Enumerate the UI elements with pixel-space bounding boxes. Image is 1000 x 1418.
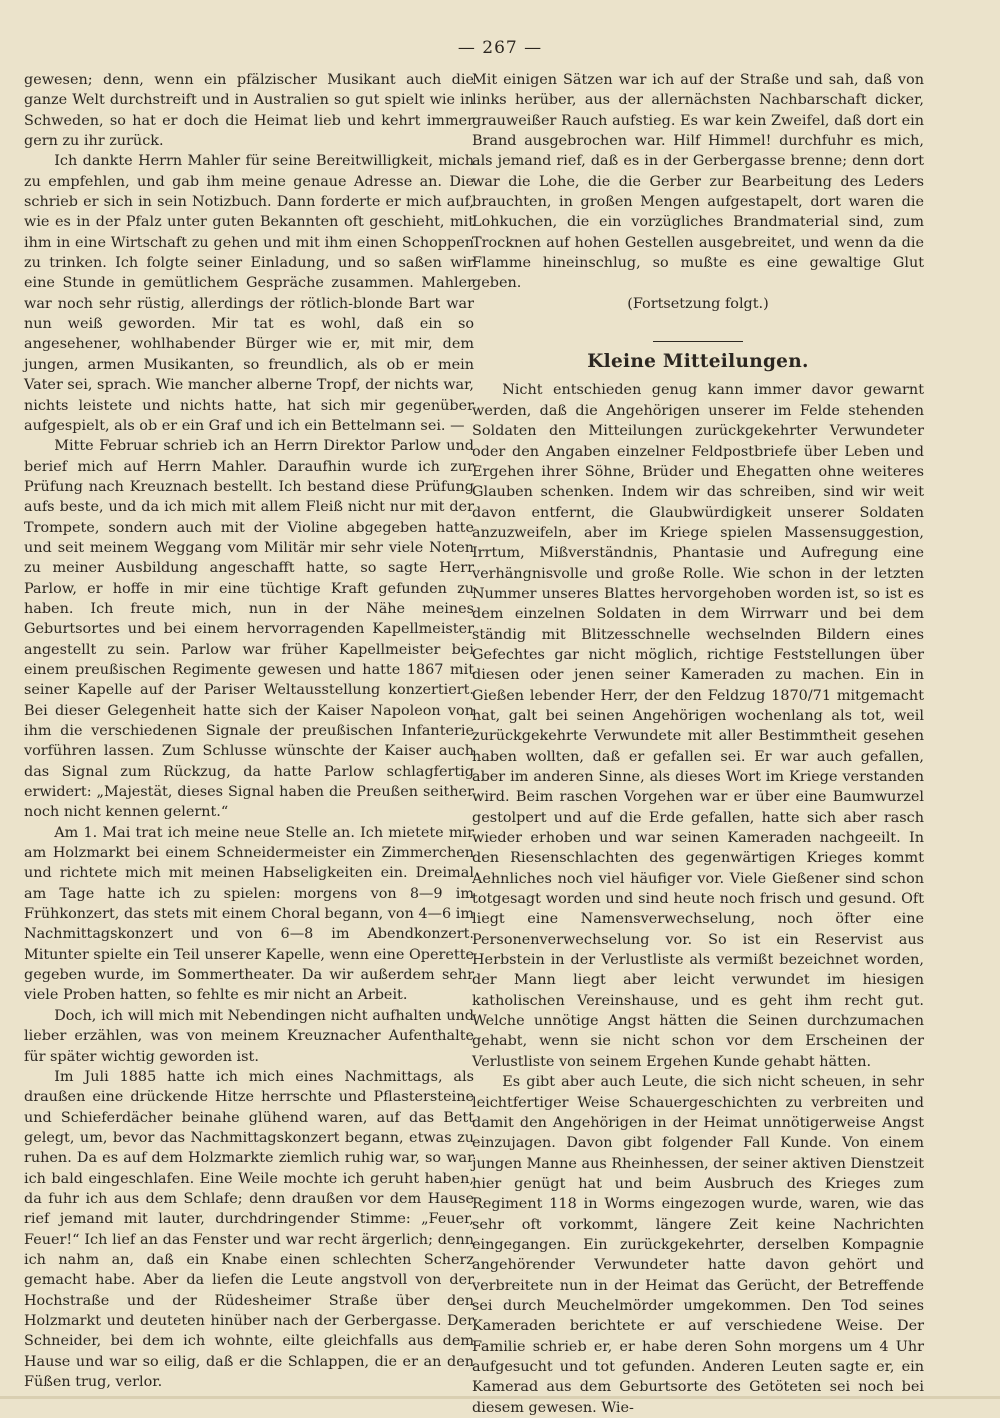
article-paragraph: Mitte Februar schrieb ich an Herrn Direktor Parlow und berief mich auf Herrn Mahler. Daraufhin wurde ich zur Prüfung nach Kreuznach bestellt. Ich bestand diese Prüfung aufs beste, und da ich mich mit allem Fleiß nicht nur mit der Trompete, sondern auch mit der Violine abgegeben hatte und seit meinem Weggang vom Militär mir sehr viele Noten zu meiner Ausbildung angeschafft hatte, so sagte Herr Parlow, er hoffe in mir eine tüchtige Kraft gefunden zu haben. Ich freute mich, nun in der Nähe meines Geburtsortes und bei einem hervorragenden Kapellmeister angestellt zu sein. Parlow war früher Kapellmeister bei einem preußischen Regimente gewesen und hatte 1867 mit seiner Kapelle auf der Pariser Weltausstellung konzertiert. Bei dieser Gelegenheit hatte sich der Kaiser Napoleon von ihm die verschiedenen Signale der preußischen Infanterie vorführen lassen. Zum Schlusse wünschte der Kaiser auch das Signal zum Rückzug, da hatte Parlow schlagfertig erwidert: „Majestät, dieses Signal haben die Preußen seither noch nicht kennen gelernt.“ — [24, 438, 474, 821]
continued-notice: (Fortsetzung folgt.) — [627, 295, 769, 312]
section-heading: Kleine Mitteilungen. — [587, 351, 809, 373]
news-paragraph: Nicht entschieden genug kann immer davor gewarnt werden, daß die Angehörigen unserer im Felde stehenden Soldaten den Mitteilungen zurückgekehrter Verwundeter oder den Angaben einzelner Feldpostbriefe über Leben und Ergehen ihrer Söhne, Brüder und Ehegatten ohne weiteres Glauben schenken. Indem wir das schreiben, sind wir weit davon entfernt, die Glaubwürdigkeit unserer Soldaten anzuzweifeln, aber im Kriege spielen Massensuggestion, Irrtum, Mißverständnis, Phantasie und Aufregung eine verhängnisvolle und große Rolle. Wie schon in der letzten Nummer unseres Blattes hervorgehoben worden ist, so ist es dem einzelnen Soldaten in dem Wirrwarr und bei dem ständig mit Blitzesschnelle wechselnden Bildern eines Gefechtes gar nicht möglich, richtige Feststellungen über diesen oder jenen seiner Kameraden zu machen. Ein in Gießen lebender Herr, der den Feldzug 1870/71 mitgemacht hat, galt bei seinen Angehörigen wochenlang als tot, weil zurückgekehrte Verwundete mit aller Bestimmtheit gesehen haben wollten, daß er gefallen sei. Er war auch gefallen, aber im anderen Sinne, als dieses Wort im Kriege verstanden wird. Beim raschen Vorgehen war er über eine Baumwurzel gestolpert und auf die Erde gefallen, hatte sich aber rasch wieder erhoben und war seinen Kameraden nachgeeilt. In den Riesenschlachten des gegenwärtigen Krieges kommt Aehnliches noch viel häufiger vor. Viele Gießener sind schon totgesagt worden und sind heute noch frisch und gesund. Oft liegt eine Namensverwechselung, noch öfter eine Personenverwechselung vor. So ist ein Reservist aus Herbstein in der Verlustliste als vermißt bezeichnet worden, der Mann liegt aber leicht verwundet im hiesigen katholischen Vereinshause, und es geht ihm recht gut. Welche unnötige Angst hätten die Seinen durchzumachen gehabt, wenn sie nicht schon vor dem Erscheinen der Verlustliste von seinem Ergehen Kunde gehabt hätten. — [472, 382, 924, 1070]
section-divider — [653, 341, 743, 342]
right-column — [472, 70, 924, 1418]
page-number: — 267 — — [457, 38, 543, 58]
article-paragraph: Ich dankte Herrn Mahler für seine Bereitwilligkeit, mich zu empfehlen, und gab ihm meine genaue Adresse an. Die schrieb er sich in sein Notizbuch. Dann forderte er mich auf, wie es in der Pfalz unter guten Bekannten oft geschieht, mit ihm in eine Wirtschaft zu gehen und mit ihm einen Schoppen zu trinken. Ich folgte seiner Einladung, und so saßen wir eine Stunde in gemütlichem Gespräche zusammen. Mahler war noch sehr rüstig, allerdings der rötlich-blonde Bart war nun weiß geworden. Mir tat es wohl, daß ein so angesehener, wohlhabender Bürger wie er, mit mir, dem jungen, armen Musikanten, so freundlich, als ob er mein Vater sei, sprach. Wie mancher alberne Tropf, der nichts war, nichts leistete und nichts hatte, hat sich mir gegenüber aufgespielt, als ob er ein Graf und ich ein Bettelmann sei. — — [24, 153, 474, 434]
article-paragraph: Im Juli 1885 hatte ich mich eines Nachmittags, als draußen eine drückende Hitze herrschte und Pflastersteine und Schieferdächer beinahe glühend waren, auf das Bett gelegt, um, bevor das Nachmittagskonzert begann, etwas zu ruhen. Da es auf dem Holzmarkte ziemlich ruhig war, so war ich bald eingeschlafen. Eine Weile mochte ich geruht haben, da fuhr ich aus dem Schlafe; denn draußen vor dem Hause rief jemand mit lauter, durchdringender Stimme: „Feuer, Feuer!“ Ich lief an das Fenster und war recht ärgerlich; denn ich nahm an, daß ein Knabe einen schlechten Scherz gemacht habe. Aber da liefen die Leute angstvoll von der Hochstraße und der Rüdesheimer Straße über den Holzmarkt und deuteten hinüber nach der Gerbergasse. Der Schneider, bei dem ich wohnte, eilte gleichfalls aus dem Hause und war so eilig, daß er die Schlappen, die er an den Füßen trug, verlor. — [24, 1068, 474, 1390]
article-paragraph: Doch, ich will mich mit Nebendingen nicht aufhalten und lieber erzählen, was von meinem Kreuznacher Aufenthalte für später wichtig geworden ist. — [24, 1007, 474, 1065]
left-column — [24, 70, 474, 1392]
article-paragraph: Am 1. Mai trat ich meine neue Stelle an. Ich mietete mir am Holzmarkt bei einem Schneidermeister ein Zimmerchen und richtete mich mit meinen Habseligkeiten ein. Dreimal am Tage hatte ich zu spielen: morgens von 8—9 im Frühkonzert, das stets mit einem Choral begann, von 4—6 im Nachmittagskonzert und von 6—8 im Abendkonzert. Mitunter spielte ein Teil unserer Kapelle, wenn eine Operette gegeben wurde, im Sommertheater. Da wir außerdem sehr viele Proben hatten, so fehlte es mir nicht an Arbeit. — [24, 824, 474, 1004]
news-paragraph: Es gibt aber auch Leute, die sich nicht scheuen, in sehr leichtfertiger Weise Schauergeschichten zu verbreiten und damit den Angehörigen in der Heimat unnötigerweise Angst einzujagen. Davon gibt folgender Fall Kunde. Von einem jungen Manne aus Rheinhessen, der seiner aktiven Dienstzeit hier genügt hat und beim Ausbruch des Krieges zum Regiment 118 in Worms eingezogen wurde, waren, wie das sehr oft vorkommt, längere Zeit keine Nachrichten eingegangen. Ein zurückgekehrter, derselben Kompagnie angehörender Verwundeter hatte davon gehört und verbreitete nun in der Heimat das Gerücht, der Betreffende sei durch Meuchelmörder umgekommen. Den Tod seines Kameraden berichtete er auf verschiedene Weise. Der Familie schrieb er, er habe deren Sohn morgens um 4 Uhr aufgesucht und tot gefunden. Anderen Leuten sagte er, ein Kamerad aus dem Geburtsorte des Getöteten sei noch bei diesem gewesen. Wie- — [472, 1074, 924, 1416]
article-paragraph: gewesen; denn, wenn ein pfälzischer Musikant auch die ganze Welt durchstreift und in Australien so gut spielt wie in Schweden, so hat er doch die Heimat lieb und kehrt immer gern zu ihr zurück. — [24, 72, 474, 150]
article-paragraph: Mit einigen Sätzen war ich auf der Straße und sah, daß von links herüber, aus der allernächsten Nachbarschaft dicker, grauweißer Rauch aufstieg. Es war kein Zweifel, daß dort ein Brand ausgebrochen war. Hilf Himmel! durchfuhr es mich, als jemand rief, daß es in der Gerbergasse brenne; denn dort war die Lohe, die die Gerber zur Bearbeitung des Leders brauchten, in großen Mengen aufgestapelt, dort waren die Lohkuchen, die ein vorzügliches Brandmaterial sind, zum Trocknen auf hohen Gestellen ausgebreitet, und wenn da die Flamme hineinschlug, so mußte es eine gewaltige Glut geben. — [472, 72, 924, 292]
